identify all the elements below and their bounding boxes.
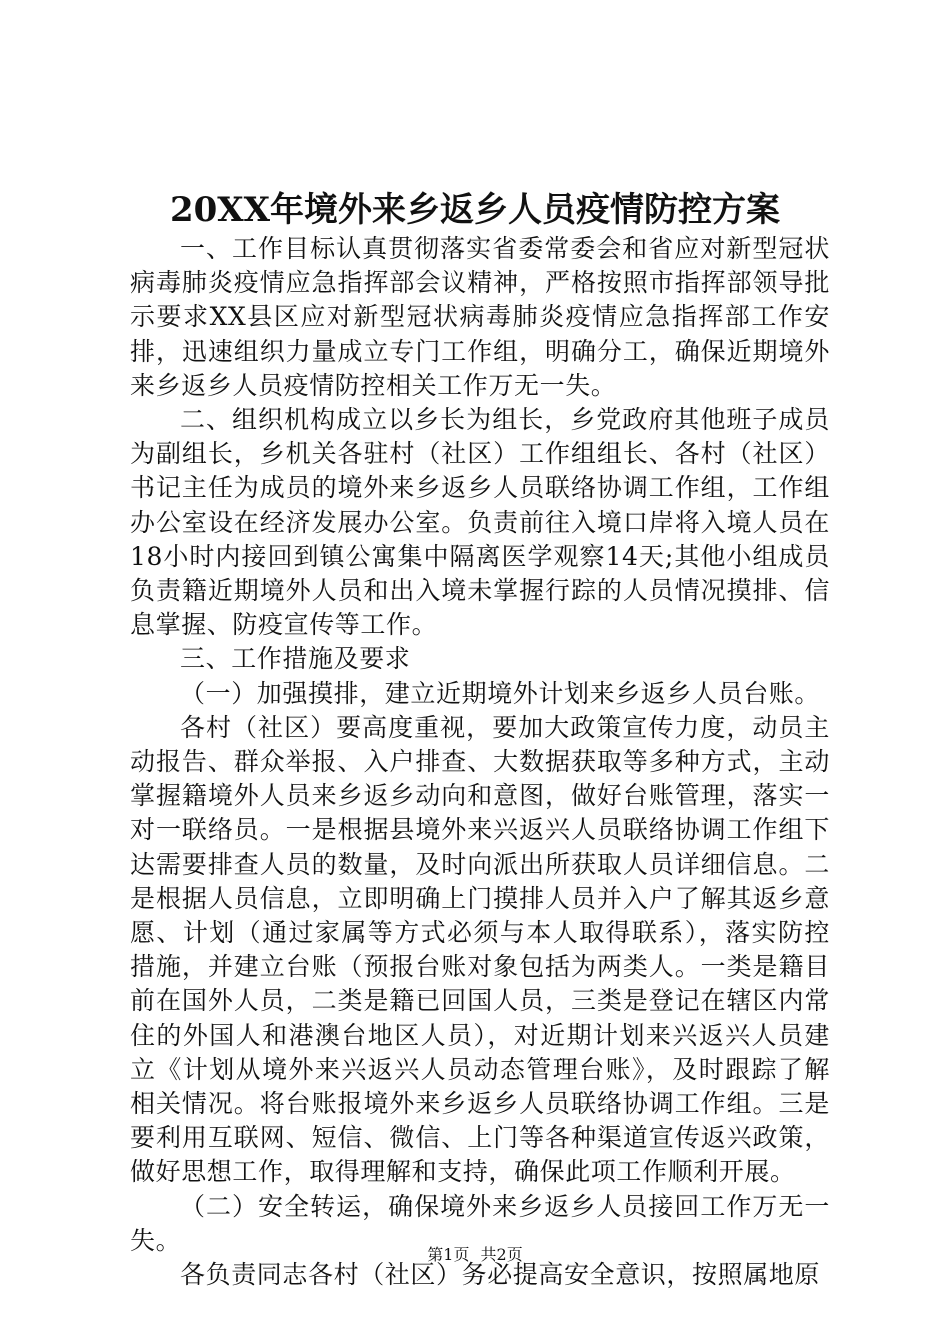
document-title: 20XX年境外来乡返乡人员疫情防控方案 — [169, 190, 781, 230]
section-heading-3: 三、工作措施及要求 — [180, 644, 411, 674]
paragraph-1: 一、工作目标认真贯彻落实省委常委会和省应对新型冠状病毒肺炎疫情应急指挥部会议精神，严格按照市指挥部领导批示要求XX县区应对新型冠状病毒肺炎疫情应急指挥部工作安排，迅速组织力量成立专门工作组，明确分工，确保近期境外来乡返乡人员疫情防控相关工作万无一失。 — [130, 234, 830, 400]
document-body — [130, 232, 830, 1292]
subsection-heading-1: （一）加强摸排，建立近期境外计划来乡返乡人员台账。 — [180, 678, 821, 708]
paragraph-2: 二、组织机构成立以乡长为组长，乡党政府其他班子成员为副组长，乡机关各驻村（社区）工作组组长、各村（社区）书记主任为成员的境外来乡返乡人员联络协调工作组，工作组办公室设在经济发展办公室。负责前往入境口岸将入境人员在18小时内接回到镇公寓集中隔离医学观察14天;其他小组成员负责籍近期境外人员和出入境未掌握行踪的人员情况摸排、信息掌握、防疫宣传等工作。 — [130, 405, 830, 640]
page-footer: 第1页 共2页 — [427, 1245, 523, 1264]
paragraph-4: 各负责同志各村（社区）务必提高安全意识，按照属地原 — [180, 1260, 821, 1290]
subsection-heading-2: （二）安全转运，确保境外来乡返乡人员接回工作万无一失。 — [130, 1191, 830, 1255]
paragraph-3: 各村（社区）要高度重视，要加大政策宣传力度，动员主动报告、群众举报、入户排查、大数据获取等多种方式，主动掌握籍境外人员来乡返乡动向和意图，做好台账管理，落实一对一联络员。一是根据县境外来兴返兴人员联络协调工作组下达需要排查人员的数量，及时向派出所获取人员详细信息。二是根据人员信息，立即明确上门摸排人员并入户了解其返乡意愿、计划（通过家属等方式必须与本人取得联系），落实防控措施，并建立台账（预报台账对象包括为两类人。一类是籍目前在国外人员，二类是籍已回国人员，三类是登记在辖区内常住的外国人和港澳台地区人员），对近期计划来兴返兴人员建立《计划从境外来兴返兴人员动态管理台账》，及时跟踪了解相关情况。将台账报境外来乡返乡人员联络协调工作组。三是要利用互联网、短信、微信、上门等各种渠道宣传返兴政策，做好思想工作，取得理解和支持，确保此项工作顺利开展。 — [130, 712, 830, 1187]
